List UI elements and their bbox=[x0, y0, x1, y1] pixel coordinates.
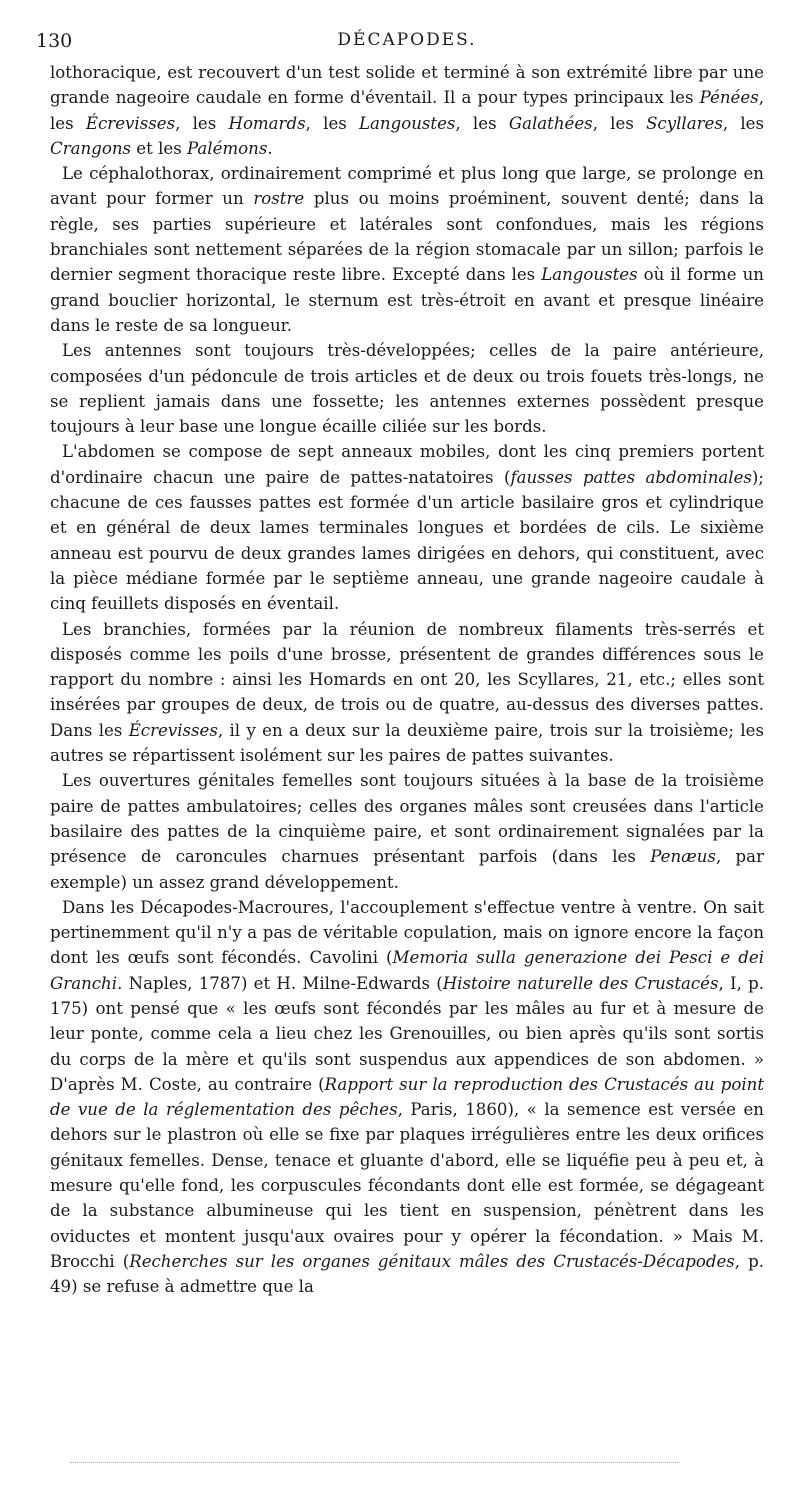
text-run: . Naples, 1787) et H. Milne-Edwards ( bbox=[117, 973, 443, 993]
text-run: Le céphalothorax, ordinairement comprimé et plus long que large, se prolonge en avant pour former un bbox=[50, 164, 764, 209]
text-run: et les bbox=[131, 138, 187, 158]
body-text bbox=[50, 60, 764, 1300]
paragraph-reproduction bbox=[50, 895, 764, 1300]
italic-text: Palémons bbox=[187, 138, 268, 158]
text-run: plus ou moins proéminent, souvent denté; dans la règle, ses parties supérieure et latérales sont confondues, mais les régions branchiales sont nettement séparées de la région stomacale par un sillon; parfois le dernier segment thoracique reste libre. Excepté dans les bbox=[50, 189, 764, 285]
text-run: Dans les Décapodes-Macroures, l'accouplement s'effectue ventre à ventre. On sait pertinemment qu'il n'y a pas de véritable copulation, mais on ignore encore la façon dont les œufs sont fécondés. Cavolini ( bbox=[50, 897, 764, 968]
paragraph-gills bbox=[50, 617, 764, 769]
text-run: , il y en a deux sur la deuxième paire, trois sur la troisième; les autres se répartissent isolément sur les paires de pattes suivantes. bbox=[50, 720, 764, 766]
italic-text: Histoire naturelle des Crustacés bbox=[442, 973, 719, 993]
italic-text: Recherches sur les organes génitaux mâles des Crustacés-Décapodes bbox=[129, 1251, 735, 1271]
italic-text: Rapport sur la reproduction des Crustacés au point de vue de la réglementation des pêches bbox=[50, 1074, 764, 1120]
italic-text: rostre bbox=[253, 189, 305, 209]
text-run: où il forme un grand bouclier horizontal, le sternum est très-étroit en avant et presque linéaire dans le reste de sa longueur. bbox=[50, 265, 764, 335]
footer-rule bbox=[70, 1462, 680, 1463]
text-run: Les ouvertures génitales femelles sont toujours situées à la base de la troisième paire de pattes ambulatoires; celles des organes mâles sont creusées dans l'article basilaire des pattes de la cinquième paire, et sont ordinairement signalées par la présence de caroncules charnues présentant parfois (dans les bbox=[50, 771, 764, 867]
page-number: 130 bbox=[36, 30, 73, 52]
paragraph-cephalothorax bbox=[50, 161, 764, 338]
book-page bbox=[36, 30, 765, 1300]
italic-text: Scyllares bbox=[646, 113, 723, 133]
running-head bbox=[36, 30, 764, 60]
italic-text: Penæus bbox=[650, 847, 716, 867]
text-run: lothoracique, est recouvert d'un test solide et terminé à son extrémité libre par une grande nageoire caudale en forme d'éventail. Il a pour types principaux les bbox=[50, 63, 764, 108]
text-run: , les bbox=[175, 113, 229, 133]
text-run: , les bbox=[722, 113, 765, 133]
text-run: L'abdomen se compose de sept anneaux mobiles, dont les cinq premiers portent d'ordinaire chacun une paire de pattes-natatoires ( bbox=[50, 442, 764, 487]
italic-text: Écrevisses bbox=[128, 720, 218, 740]
text-run: , les bbox=[50, 88, 764, 133]
text-run: Les branchies, formées par la réunion de nombreux filaments très-serrés et disposés comme les poils d'une brosse, présentent de grandes différences sous le rapport du nombre : ainsi les Homards en ont 20, les Scyllares, 21, etc.; elles sont insérées par groupes de deux, de trois ou de quatre, au-dessus des diverses pattes. Dans les bbox=[50, 619, 764, 740]
text-run: , p. 49) se refuse à admettre que la bbox=[50, 1251, 764, 1297]
italic-text: Memoria sulla generazione dei Pesci e dei Granchi bbox=[50, 948, 764, 993]
paragraph-continuation bbox=[50, 60, 764, 161]
italic-text: Crangons bbox=[50, 138, 132, 158]
italic-text: Pénées bbox=[699, 88, 759, 108]
paragraph-genital-openings bbox=[50, 768, 764, 894]
italic-text: Écrevisses bbox=[85, 113, 176, 133]
paragraph-abdomen bbox=[50, 439, 764, 616]
italic-text: Langoustes bbox=[541, 265, 638, 285]
text-run: , les bbox=[305, 113, 360, 133]
text-run: , les bbox=[455, 113, 509, 133]
italic-text: Galathées bbox=[508, 113, 593, 133]
text-run: , Paris, 1860), « la semence est versée en dehors sur le plastron où elle se fixe par plaques irrégulières entre les deux orifices génitaux femelles. Dense, tenace et gluante d'abord, elle se liquéfie peu à peu et, à mesure qu'elle fond, les corpuscules fécondants dont elle est formée, se dégageant de la substance albumineuse qui les tient en suspension, pénètrent dans les oviductes et montent jusqu'aux ovaires pour y opérer la fécondation. » Mais M. Brocchi ( bbox=[50, 1100, 764, 1271]
running-title: DÉCAPODES. bbox=[337, 30, 477, 50]
italic-text: Langoustes bbox=[359, 113, 456, 133]
text-run: , les bbox=[592, 113, 647, 133]
italic-text: fausses pattes abdominales bbox=[510, 467, 752, 487]
text-run: , par exemple) un assez grand développement. bbox=[50, 847, 765, 892]
italic-text: Homards bbox=[228, 113, 306, 133]
text-run: , I, p. 175) ont pensé que « les œufs sont fécondés par les mâles au fur et à mesure de leur ponte, comme cela a lieu chez les Grenouilles, ou bien après qu'ils sont sortis du corps de la mère et qu'ils sont suspendus aux appendices de son abdomen. » D'après M. Coste, au contraire ( bbox=[50, 973, 764, 1094]
text-run: Les antennes sont toujours très-développées; celles de la paire antérieure, composées d'un pédoncule de trois articles et de deux ou trois fouets très-longs, ne se replient jamais dans une fossette; les antennes externes possèdent presque toujours à leur base une longue écaille ciliée sur les bords. bbox=[50, 341, 764, 437]
text-run: . bbox=[267, 138, 273, 158]
text-run: ); chacune de ces fausses pattes est formée d'un article basilaire gros et cylindrique et en général de deux lames terminales longues et bordées de cils. Le sixième anneau est pourvu de deux grandes lames dirigées en dehors, qui constituent, avec la pièce médiane formée par le septième anneau, une grande nageoire caudale à cinq feuillets disposés en éventail. bbox=[50, 467, 764, 614]
paragraph-antennae bbox=[50, 338, 764, 439]
